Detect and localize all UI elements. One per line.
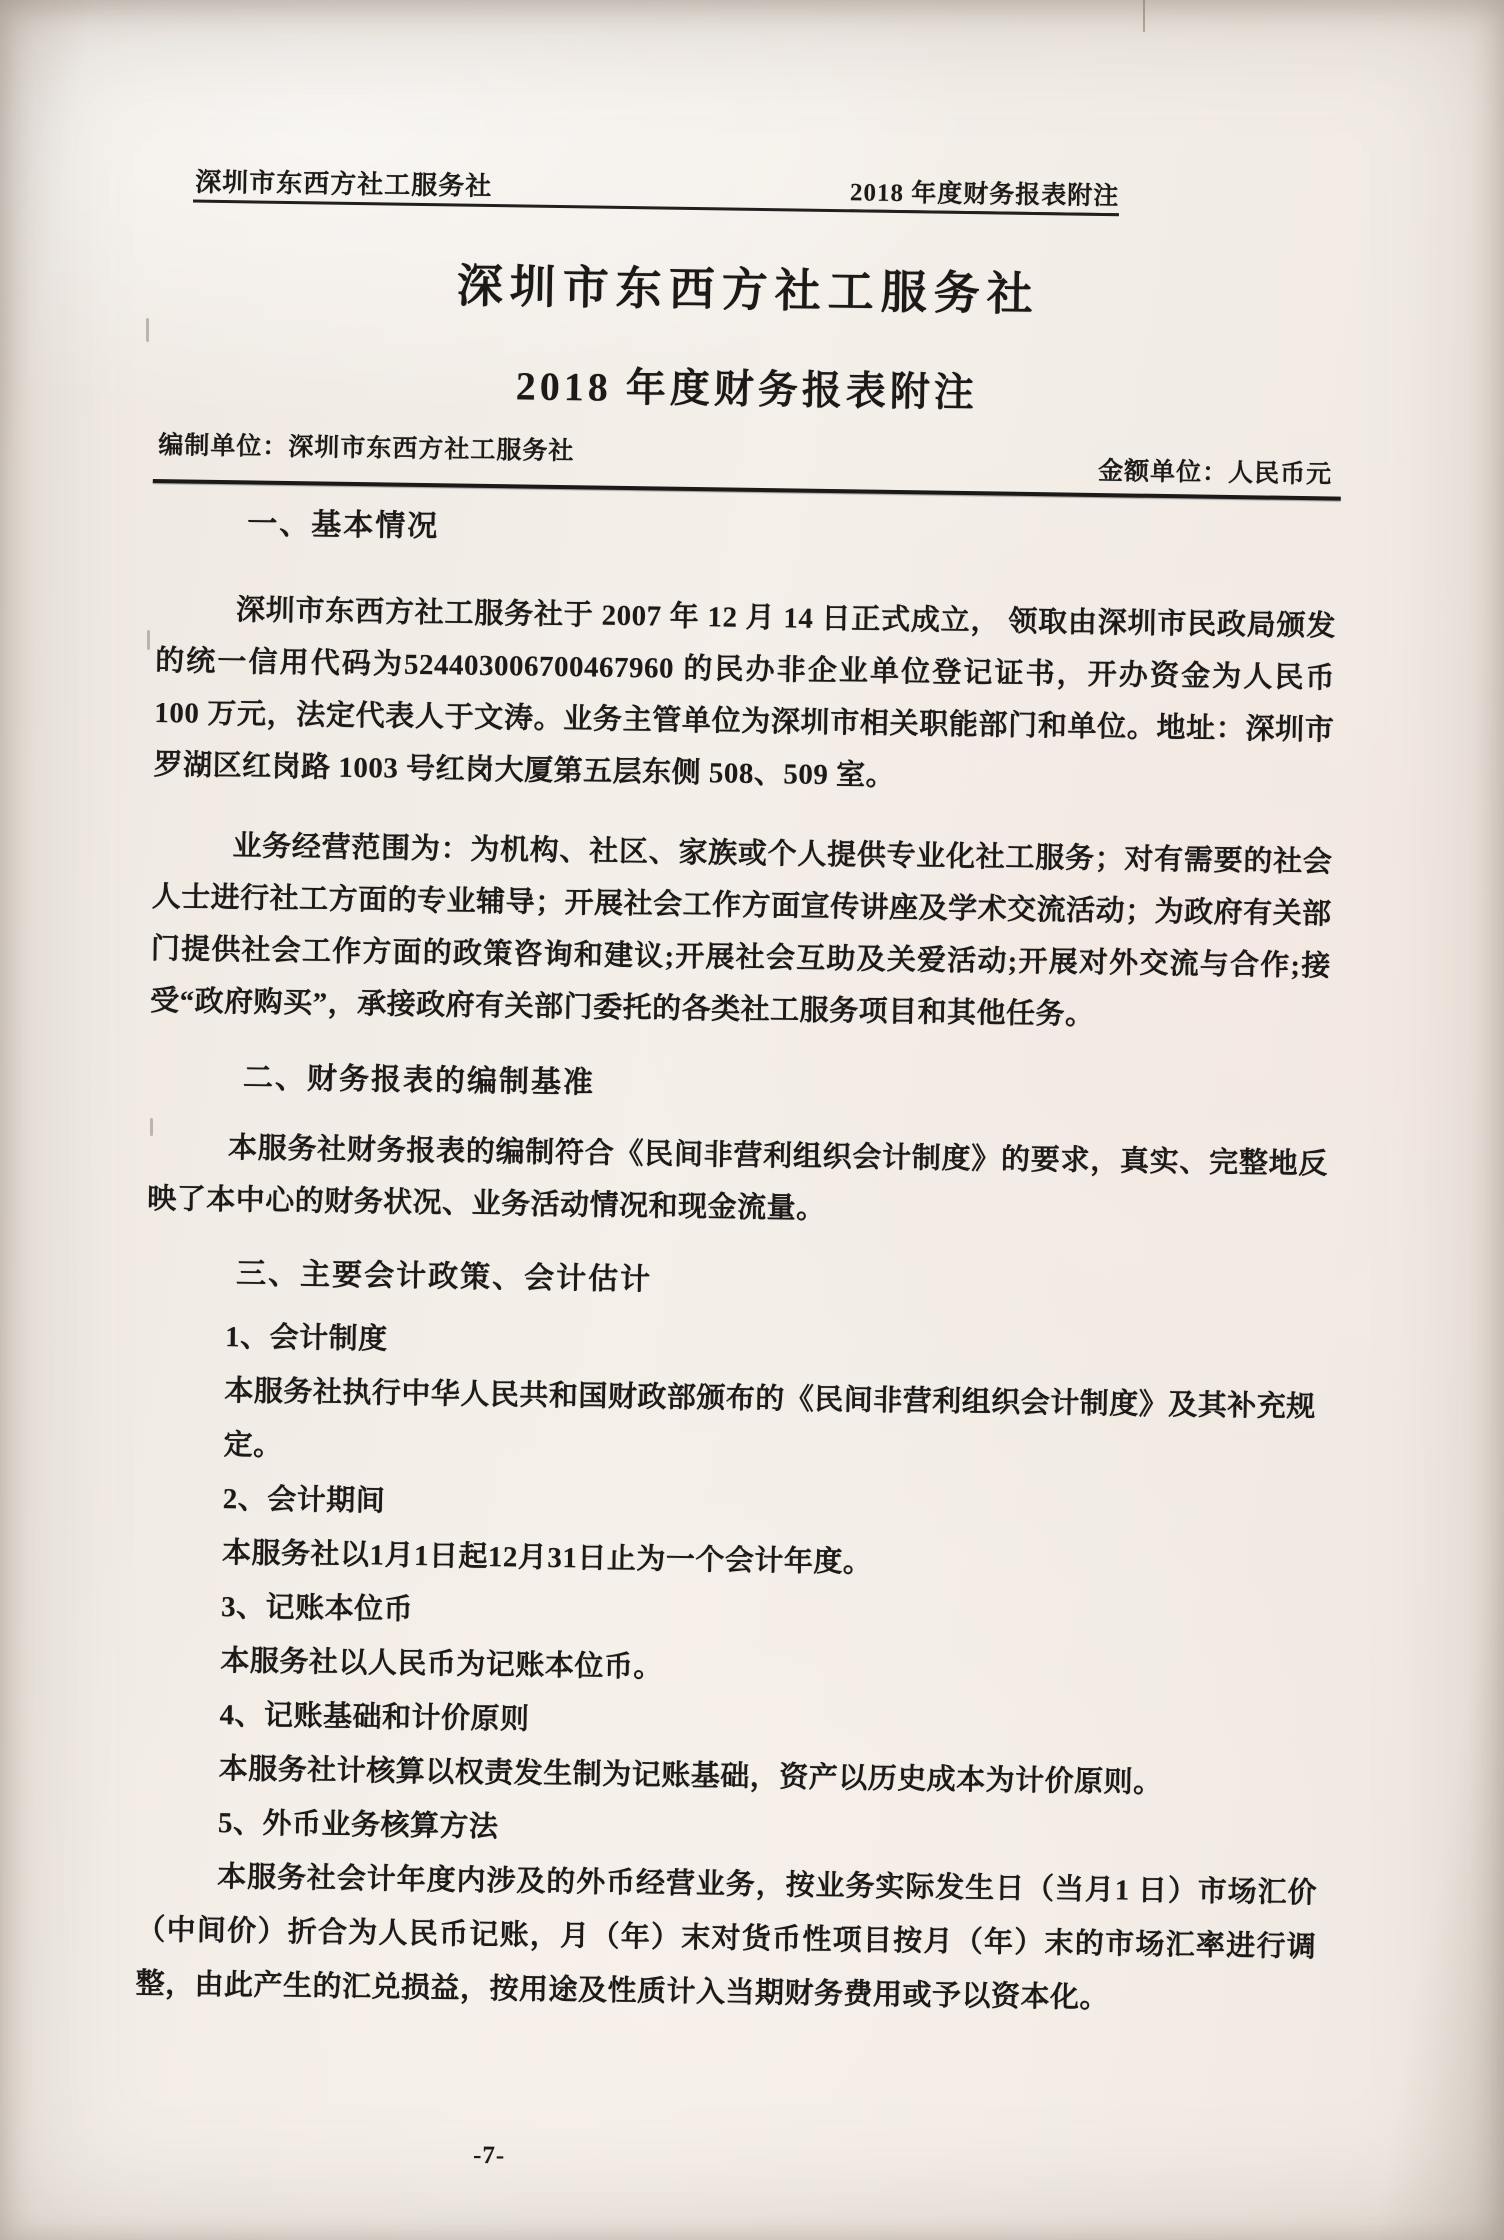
text-flow [135, 493, 1337, 2028]
policy-item-text: 本服务社执行中华人民共和国财政部颁布的《民间非营利组织会计制度》及其补充规定。 [223, 1375, 1317, 1463]
section-1-paragraph-2: 业务经营范围为：为机构、社区、家族或个人提供专业化社工服务；对有需要的社会人士进行社工方面的专业辅导；开展社会工作方面宣传讲座及学术交流活动；为政府有关部门提供社会工作方面的政策咨询和建议;开展社会互助及关爱活动;开展对外交流与合作;接受“政府购买”，承接政府有关部门委托的各类社工服务项目和其他任务。 [149, 830, 1333, 1032]
policy-item-label: 3、记账本位币 [220, 1591, 414, 1626]
running-header [193, 160, 1120, 217]
currency-unit-label: 金额单位：人民币元 [1097, 458, 1333, 489]
prepared-by-label: 编制单位：深圳市东西方社工服务社 [158, 432, 575, 466]
section-1-paragraph-1: 深圳市东西方社工服务社于 2007 年 12 月 14 日正式成立， 领取由深圳市民政局颁发的统一信用代码为524403006700467960 的民办非企业单位登记证书，开办资金为人民币 100 万元，法定代表人于文涛。业务主管单位为深圳市相关职能部门和单位。地址：深圳市罗湖区红岗路 1003 号红岗大厦第五层东侧 508、509 室。 [153, 594, 1337, 793]
policy-item-label: 2、会计期间 [222, 1483, 386, 1518]
running-header-right: 2018 年度财务报表附注 [850, 172, 1120, 215]
section-2-paragraph-1: 本服务社财务报表的编制符合《民间非营利组织会计制度》的要求，真实、完整地反映了本中心的财务状况、业务活动情况和现金流量。 [146, 1132, 1329, 1226]
policy-item-text: 本服务社以人民币为记账本位币。 [220, 1645, 664, 1684]
section-1-heading: 一、基本情况 [247, 507, 440, 544]
policy-item-text: 本服务社以1月1日起12月31日止为一个会计年度。 [221, 1537, 873, 1579]
section-3-heading: 三、主要会计政策、会计估计 [235, 1257, 653, 1297]
document-title: 深圳市东西方社工服务社 [456, 260, 1041, 321]
policy-item-label: 5、外币业务核算方法 [217, 1807, 499, 1844]
running-header-left: 深圳市东西方社工服务社 [195, 167, 493, 201]
policy-item-text: 本服务社计核算以权责发生制为记账基础，资产以历史成本为计价原则。 [218, 1753, 1163, 1800]
page-number: -7- [472, 2141, 506, 2170]
document-subtitle: 2018 年度财务报表附注 [515, 363, 979, 416]
policy-item-label: 1、会计制度 [224, 1321, 388, 1356]
policy-item-label: 4、记账基础和计价原则 [219, 1699, 530, 1736]
policy-item-text: 本服务社会计年度内涉及的外币经营业务，按业务实际发生日（当月1 日）市场汇价（中间价）折合为人民币记账，月（年）末对货币性项目按月（年）末的市场汇率进行调整，由此产生的汇兑损益，按用途及性质计入当期财务费用或予以资本化。 [135, 1861, 1318, 2015]
section-2-heading: 二、财务报表的编制基准 [242, 1061, 596, 1100]
